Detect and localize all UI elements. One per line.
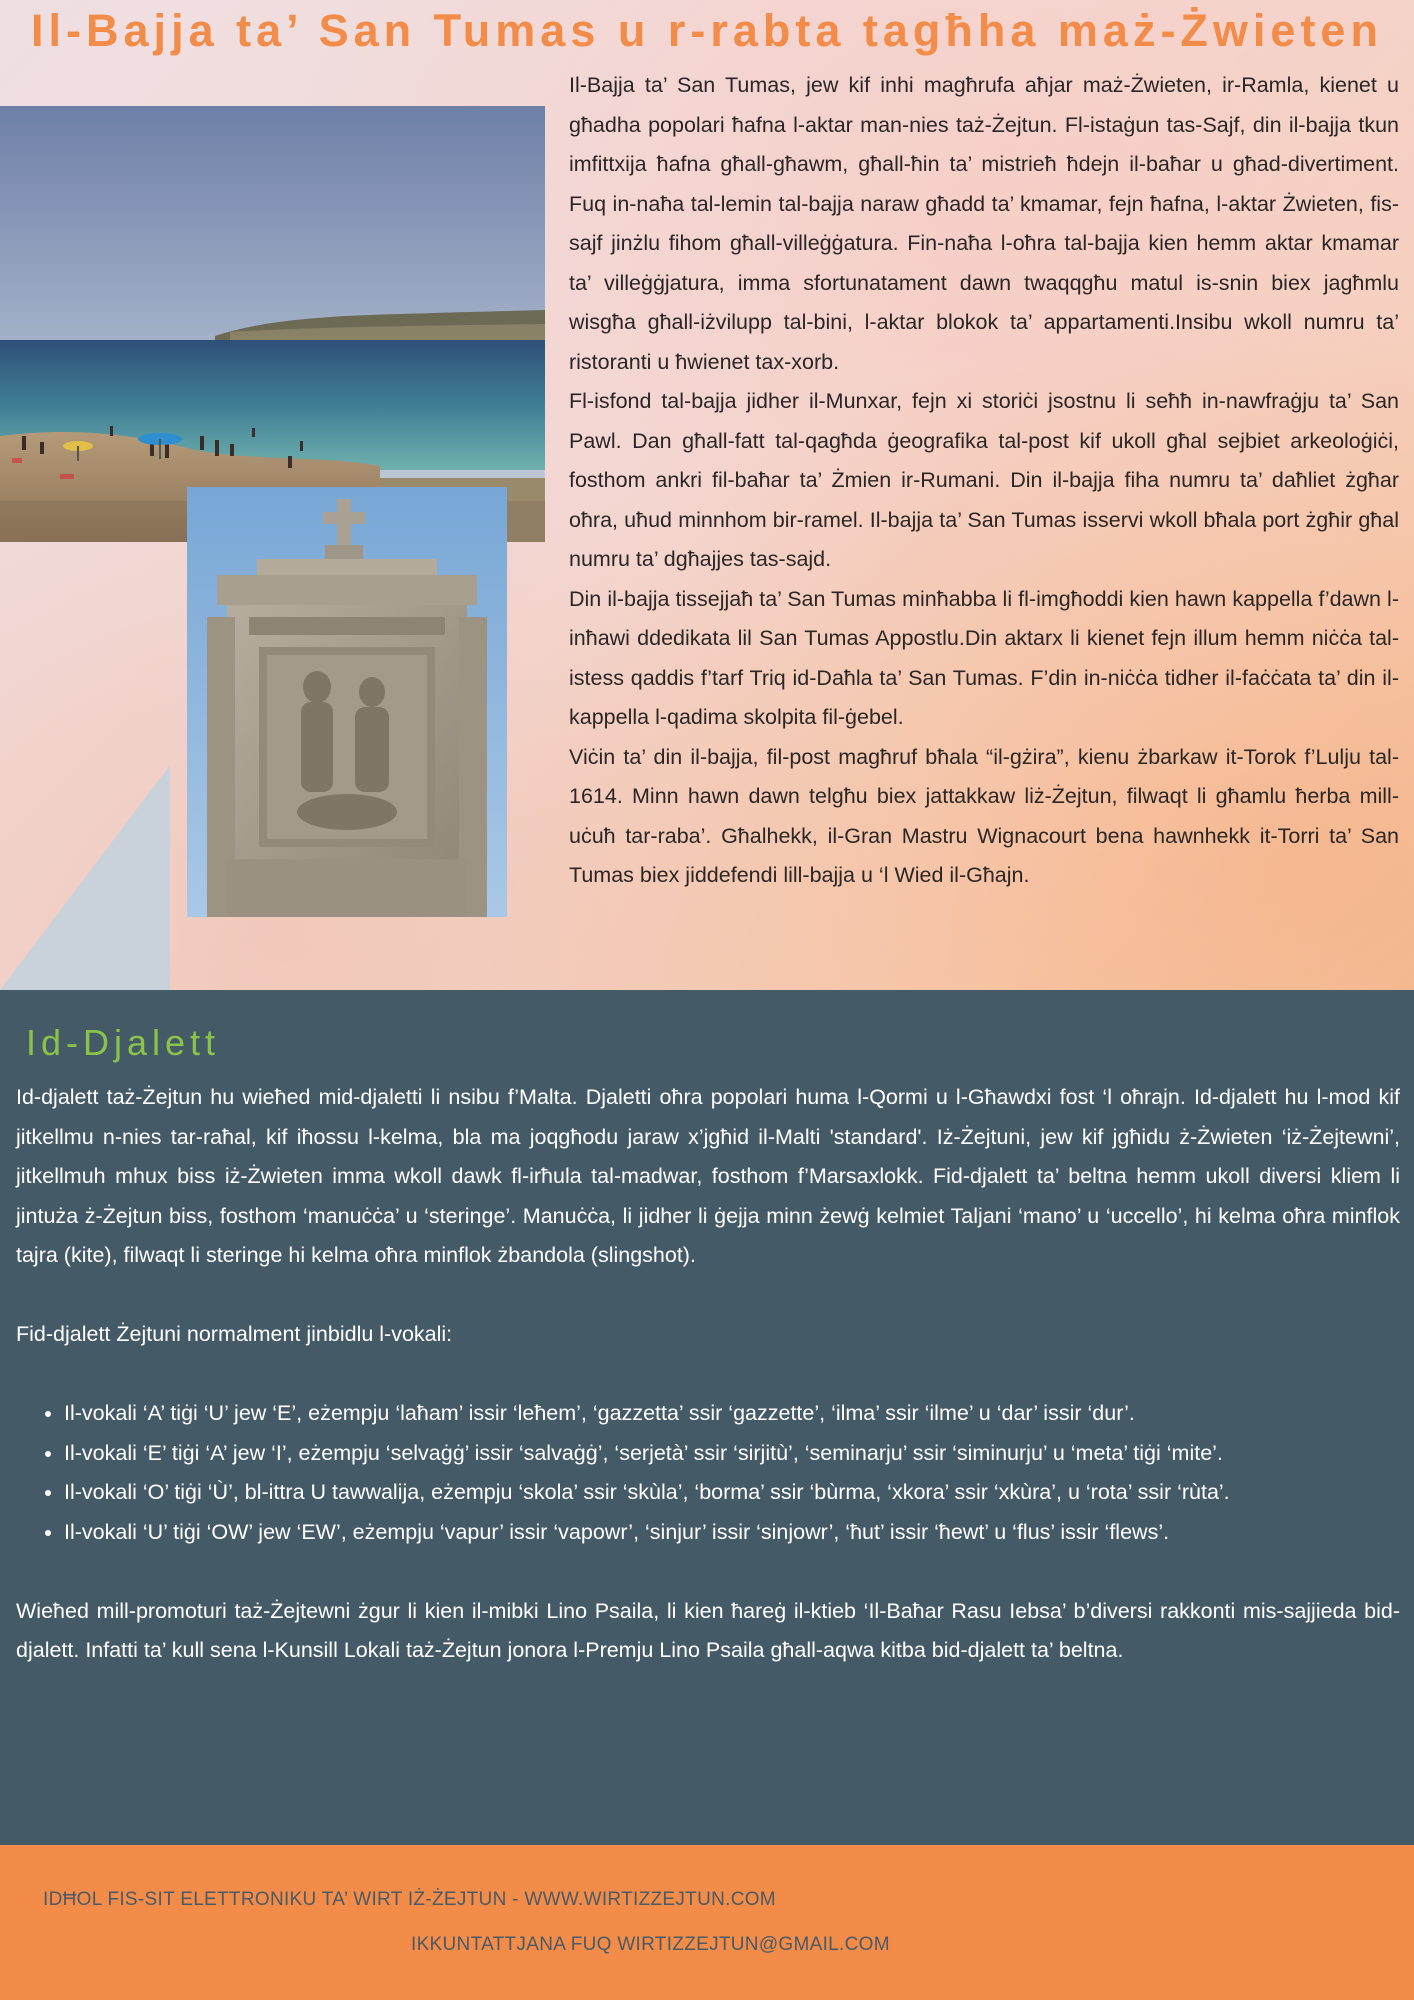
intro-paragraph: Viċin ta’ din il-bajja, fil-post magħruf bħala “il-gżira”, kienu żbarkaw it-Torok f’Lulju tal-1614. Minn hawn dawn telgħu biex jattakkaw liż-Żejtun, filwaqt li għamlu ħerba mill-uċuħ tar-raba’. Għalhekk, il-Gran Mastru Wignacourt bena hawnhekk it-Torri ta’ San Tumas biex jiddefendi lill-bajja u ‘l Wied il-Għajn. (569, 744, 1399, 887)
intro-paragraph: Il-Bajja ta’ San Tumas, jew kif inhi magħrufa aħjar maż-Żwieten, ir-Ramla, kienet u għadha popolari ħafna l-aktar man-nies taż-Żejtun. Fl-istaġun tas-Sajf, din il-bajja tkun imfittxija ħafna għall-għawm, għall-ħin ta’ mistrieħ ħdejn il-baħar u għad-divertiment. Fuq in-naħa tal-lemin tal-bajja naraw għadd ta’ kmamar, fejn ħafna, l-aktar Żwieten, fis-sajf jinżlu fihom għall-villeġġatura. Fin-naħa l-oħra tal-bajja kien hemm aktar kmamar ta’ villeġġjatura, imma sfortunatament dawn twaqqgħu matul is-snin biex jagħmlu wisgħa għall-iżvilupp tal-bini, l-aktar blokok ta’ appartamenti.Insibu wkoll numru ta’ ristoranti u ħwienet tax-xorb. (569, 73, 1399, 374)
list-item: • Il-vokali ‘U’ tiġi ‘OW’ jew ‘EW’, eżempju ‘vapur’ issir ‘vapowr’, ‘sinjur’ issir ‘sinjowr’, ‘ħut’ issir ‘ħewt’ u ‘flus’ issir ‘flews’. (64, 1513, 1400, 1553)
website-link[interactable]: IDĦOL FIS-SIT ELETTRONIKU TA’ WIRT IŻ-ŻEJTUN - WWW.WIRTIZZEJTUN.COM (43, 1889, 776, 1910)
dialect-section (0, 990, 1414, 1845)
list-item: • Il-vokali ‘E’ tiġi ‘A’ jew ‘I’, eżempju ‘selvaġġ’ issir ‘salvaġġ’, ‘serjetà’ ssir ‘sirjitù’, ‘seminarju’ ssir ‘siminurju’ u ‘meta’ tiġi ‘mite’. (64, 1434, 1400, 1474)
dialect-paragraph: Wieħed mill-promoturi taż-Żejtewni żgur li kien il-mibki Lino Psaila, li kien ħareġ il-ktieb ‘Il-Baħar Rasu Iebsa’ b’diversi rakkonti mis-sajjieda bid-djalett. Infatti ta’ kull sena l-Kunsill Lokali taż-Żejtun jonora l-Premju Lino Psaila għall-aqwa kitba bid-djalett ta’ beltna. (16, 1598, 1400, 1662)
page-title: Il-Bajja ta’ San Tumas u r-rabta tagħha maż-Żwieten (31, 5, 1383, 56)
contact-email-link[interactable]: IKKUNTATTJANA FUQ WIRTIZZEJTUN@GMAIL.COM (411, 1934, 890, 1955)
dialect-paragraph: Id-djalett taż-Żejtun hu wieħed mid-djaletti li nsibu f’Malta. Djaletti oħra popolari huma l-Qormi u l-Għawdxi fost ‘l oħrajn. Id-djalett hu l-mod kif jitkellmu n-nies tar-raħal, kif iħossu l-kelma, bla ma joqgħodu jaraw x’jgħid il-Malti 'standard'. Iż-Żejtuni, jew kif jgħidu ż-Żwieten ‘iż-Żejtewni’, jitkellmuh mhux biss iż-Żwieten imma wkoll dawk fl-irħula tal-madwar, fosthom f’Marsaxlokk. Fid-djalett ta’ beltna hemm ukoll diversi kliem li jintuża ż-Żejtun biss, fosthom ‘manuċċa’ u ‘steringe’. Manuċċa, li jidher li ġejja minn żewġ kelmiet Taljani ‘mano’ u ‘uccello’, hi kelma oħra minflok tajra (kite), filwaqt li steringe hi kelma oħra minflok żbandola (slingshot). (16, 1085, 1400, 1267)
intro-paragraph: Din il-bajja tissejjaħ ta’ San Tumas minħabba li fl-imgħoddi kien hawn kappella f’dawn l-inħawi ddedikata lil San Tumas Appostlu.Din aktarx li kienet fejn illum hemm niċċa tal-istess qaddis f’tarf Triq id-Daħla ta’ San Tumas. F’din in-niċċa tidher il-faċċata ta’ din il-kappella l-qadima skolpita fil-ġebel. (569, 586, 1399, 729)
dialect-heading: Id-Djalett (26, 1022, 221, 1063)
dialect-body (16, 1078, 1400, 1671)
vowel-list (16, 1394, 1400, 1552)
decorative-triangle (0, 765, 170, 990)
footer (0, 1845, 1414, 2000)
intro-section (0, 0, 1414, 990)
intro-paragraph: Fl-isfond tal-bajja jidher il-Munxar, fejn xi storiċi jsostnu li seħħ in-nawfraġju ta’ San Pawl. Dan għall-fatt tal-qagħda ġeografika tal-post kif ukoll għal sejbiet arkeoloġiċi, fosthom ankri fil-baħar ta’ Żmien ir-Rumani. Din il-bajja fiha numru ta’ daħliet żgħar oħra, uħud minnhom bir-ramel. Il-bajja ta’ San Tumas isservi wkoll bħala port żgħir għal numru ta’ dgħajjes tas-sajd. (569, 389, 1399, 571)
dialect-paragraph: Fid-djalett Żejtuni normalment jinbidlu l-vokali: (16, 1322, 453, 1346)
chapel-niche-photo (187, 487, 507, 917)
list-item: • Il-vokali ‘O’ tiġi ‘Ù’, bl-ittra U tawwalija, eżempju ‘skola’ ssir ‘skùla’, ‘borma’ ssir ‘bùrma, ‘xkora’ ssir ‘xkùra’, u ‘rota’ ssir ‘rùta’. (64, 1473, 1400, 1513)
intro-text (569, 66, 1399, 896)
list-item: • Il-vokali ‘A’ tiġi ‘U’ jew ‘E’, eżempju ‘laħam’ issir ‘leħem’, ‘gazzetta’ ssir ‘gazzette’, ‘ilma’ ssir ‘ilme’ u ‘dar’ issir ‘dur’. (64, 1394, 1400, 1434)
beach-photo (0, 106, 545, 542)
